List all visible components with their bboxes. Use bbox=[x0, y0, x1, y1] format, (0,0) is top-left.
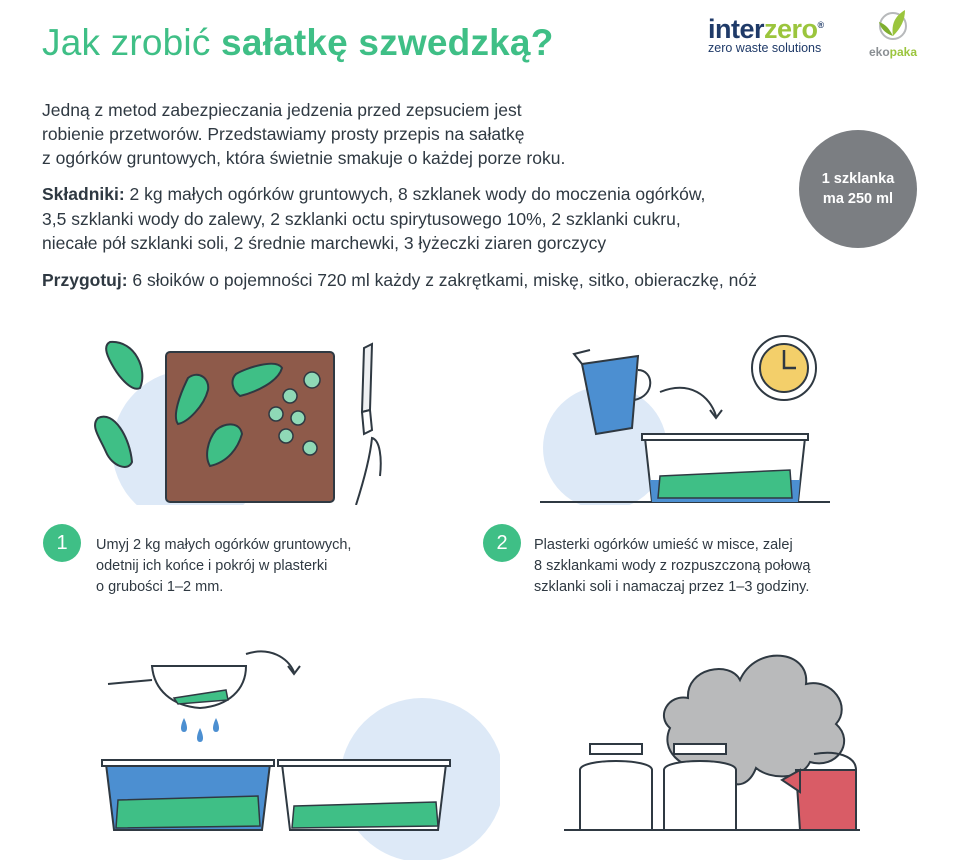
step-line: odetnij ich końce i pokrój w plasterki bbox=[96, 558, 328, 574]
step4-illustration bbox=[560, 620, 880, 840]
step1-illustration bbox=[80, 330, 420, 505]
step-line: 8 szklankami wody z rozpuszczoną połową bbox=[534, 558, 811, 574]
step1-text bbox=[96, 535, 416, 598]
title-bold: sałatkę szwedzką? bbox=[221, 22, 554, 63]
transfer-arrow-icon bbox=[246, 651, 294, 672]
logo-interzero-main: inter bbox=[708, 14, 765, 44]
interzero-logo bbox=[708, 14, 824, 55]
logo-interzero-accent: zero bbox=[764, 14, 818, 44]
ingredients-line: 3,5 szklanki wody do zalewy, 2 szklanki octu spirytusowego 10%, 2 szklanki cukru, bbox=[42, 208, 681, 229]
ingredients-line: niecałe pół szklanki soli, 2 średnie marchewki, 3 łyżeczki ziaren gorczycy bbox=[42, 233, 607, 253]
intro-line: robienie przetworów. Przedstawiamy prosty przepis na sałatkę bbox=[42, 124, 525, 144]
bowl-icon bbox=[642, 434, 808, 502]
sieve-icon bbox=[108, 666, 246, 708]
prepare-section bbox=[42, 268, 842, 292]
prepare-label: Przygotuj: bbox=[42, 270, 128, 290]
page-title bbox=[42, 22, 554, 64]
intro-paragraph bbox=[42, 98, 602, 170]
badge-line: 1 szklanka bbox=[821, 171, 895, 187]
step-line: o grubości 1–2 mm. bbox=[96, 579, 224, 595]
empty-bowl-icon bbox=[278, 760, 450, 830]
step2-text bbox=[534, 535, 874, 598]
step2-illustration bbox=[530, 330, 850, 505]
ekopaka-logo bbox=[858, 6, 928, 59]
badge-line: ma 250 ml bbox=[822, 191, 894, 207]
pour-arrow-icon bbox=[660, 388, 716, 416]
step-number-1: 1 bbox=[43, 524, 81, 562]
step-line: szklanki soli i namaczaj przez 1–3 godziny. bbox=[534, 579, 810, 595]
logo-ekopaka-b: paka bbox=[889, 45, 918, 59]
intro-line: z ogórków gruntowych, która świetnie smakuje o każdej porze roku. bbox=[42, 148, 566, 168]
ingredients-section bbox=[42, 182, 802, 256]
title-plain: Jak zrobić bbox=[42, 22, 211, 63]
step-line: Plasterki ogórków umieść w misce, zalej bbox=[534, 537, 793, 553]
knife-icon bbox=[356, 344, 381, 505]
clock-icon bbox=[752, 336, 816, 400]
leaf-icon bbox=[873, 6, 913, 42]
logo-ekopaka-a: eko bbox=[868, 45, 890, 59]
water-drops-icon bbox=[181, 718, 219, 742]
ingredients-label: Składniki: bbox=[42, 184, 125, 204]
logo-interzero-tagline: zero waste solutions bbox=[708, 41, 822, 55]
intro-line: Jedną z metod zabezpieczania jedzenia przed zepsuciem jest bbox=[42, 100, 522, 120]
step3-illustration bbox=[100, 640, 500, 860]
logo-registered-mark: ® bbox=[817, 20, 824, 30]
prepare-text: 6 słoików o pojemności 720 ml każdy z zakrętkami, miskę, sitko, obieraczkę, nóż bbox=[127, 270, 757, 290]
bowl-with-water-icon bbox=[102, 760, 274, 830]
step-line: Umyj 2 kg małych ogórków gruntowych, bbox=[96, 537, 352, 553]
ingredients-line: 2 kg małych ogórków gruntowych, 8 szklanek wody do moczenia ogórków, bbox=[124, 184, 706, 204]
measurement-badge bbox=[799, 130, 917, 248]
step-number-2: 2 bbox=[483, 524, 521, 562]
